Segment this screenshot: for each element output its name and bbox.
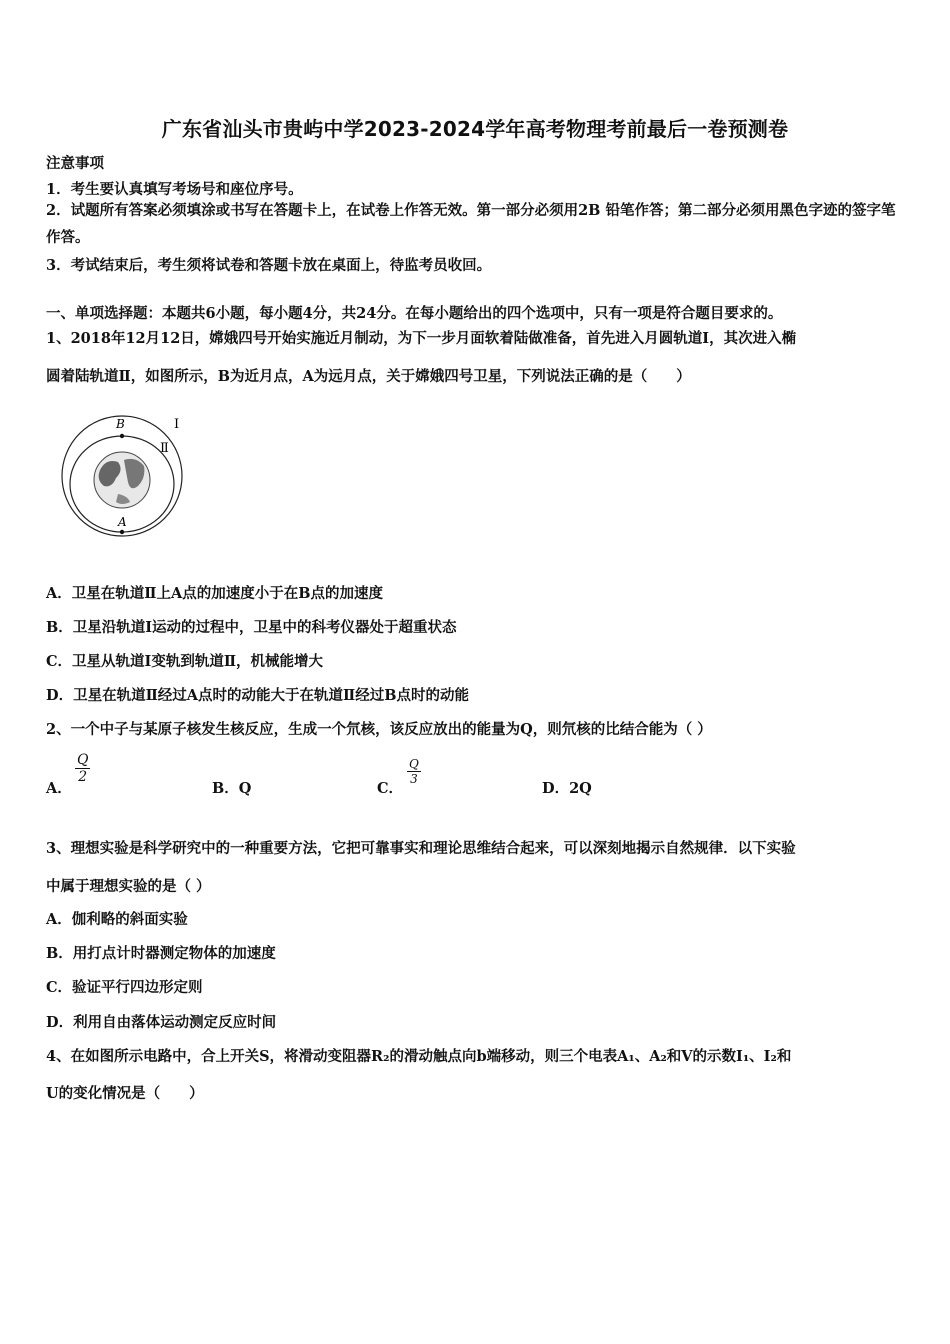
notice-heading: 注意事项 <box>46 155 104 172</box>
notice-item: 2．试题所有答案必须填涂或书写在答题卡上，在试卷上作答无效。第一部分必须用2B 铅笔作答；第二部分必须用黑色字迹的签字笔作答。 <box>46 202 896 246</box>
question-2-option-b: B．Q <box>212 780 252 797</box>
question-1-option-d: D．卫星在轨道Ⅱ经过A点时的动能大于在轨道Ⅱ经过B点时的动能 <box>46 687 470 704</box>
point-a-dot <box>120 530 124 534</box>
question-2-option-a-fraction <box>75 752 90 785</box>
page-title: 广东省汕头市贵屿中学2023-2024学年高考物理考前最后一卷预测卷 <box>161 117 789 141</box>
label-a: A <box>118 515 127 529</box>
fraction-denominator: 2 <box>78 769 88 785</box>
fraction-denominator: 3 <box>410 772 418 786</box>
section-heading: 一、单项选择题：本题共6小题，每小题4分，共24分。在每小题给出的四个选项中，只有一项是符合题目要求的。 <box>46 305 783 322</box>
label-b: B <box>116 417 125 431</box>
question-2-stem: 2、一个中子与某原子核发生核反应，生成一个氘核，该反应放出的能量为Q，则氘核的比结合能为（ ） <box>46 721 712 738</box>
question-2-option-c-fraction <box>407 757 421 786</box>
notice-item: 1．考生要认真填写考场号和座位序号。 <box>46 181 303 198</box>
question-3-option-b: B．用打点计时器测定物体的加速度 <box>46 945 276 962</box>
question-1-option-b: B．卫星沿轨道Ⅰ运动的过程中，卫星中的科考仪器处于超重状态 <box>46 619 457 636</box>
question-3-stem: 中属于理想实验的是（ ） <box>46 878 211 895</box>
question-3-stem: 3、理想实验是科学研究中的一种重要方法，它把可靠事实和理论思维结合起来，可以深刻地揭示自然规律．以下实验 <box>46 840 796 857</box>
label-orbit-ii: Ⅱ <box>160 441 169 456</box>
question-2-option-c-label: C． <box>377 780 404 797</box>
label-orbit-i: Ⅰ <box>174 417 180 432</box>
question-1-option-a: A．卫星在轨道Ⅱ上A点的加速度小于在B点的加速度 <box>46 585 383 602</box>
notice-item: 3．考试结束后，考生须将试卷和答题卡放在桌面上，待监考员收回。 <box>46 257 492 274</box>
point-b-dot <box>120 434 124 438</box>
question-1-option-c: C．卫星从轨道Ⅰ变轨到轨道Ⅱ，机械能增大 <box>46 653 324 670</box>
question-3-option-d: D．利用自由落体运动测定反应时间 <box>46 1014 277 1031</box>
question-1-stem: 1、2018年12月12日，嫦娥四号开始实施近月制动，为下一步月面软着陆做准备，首先进入月圆轨道Ⅰ，其次进入椭 <box>46 330 797 347</box>
question-3-option-a: A．伽利略的斜面实验 <box>46 911 188 928</box>
question-4-stem: U的变化情况是（ ） <box>46 1085 204 1102</box>
orbit-diagram <box>58 408 198 548</box>
fraction-numerator: Q <box>409 757 419 771</box>
question-1-stem: 圆着陆轨道Ⅱ，如图所示，B为近月点，A为远月点，关于嫦娥四号卫星，下列说法正确的是（ ） <box>46 368 691 385</box>
question-4-stem: 4、在如图所示电路中，合上开关S，将滑动变阻器R₂的滑动触点向b端移动，则三个电表A₁、A₂和V的示数I₁、I₂和 <box>46 1048 792 1065</box>
fraction-numerator: Q <box>77 752 89 768</box>
question-2-option-d: D．2Q <box>542 780 592 797</box>
question-2-option-a-label: A． <box>46 780 72 797</box>
question-3-option-c: C．验证平行四边形定则 <box>46 979 203 996</box>
